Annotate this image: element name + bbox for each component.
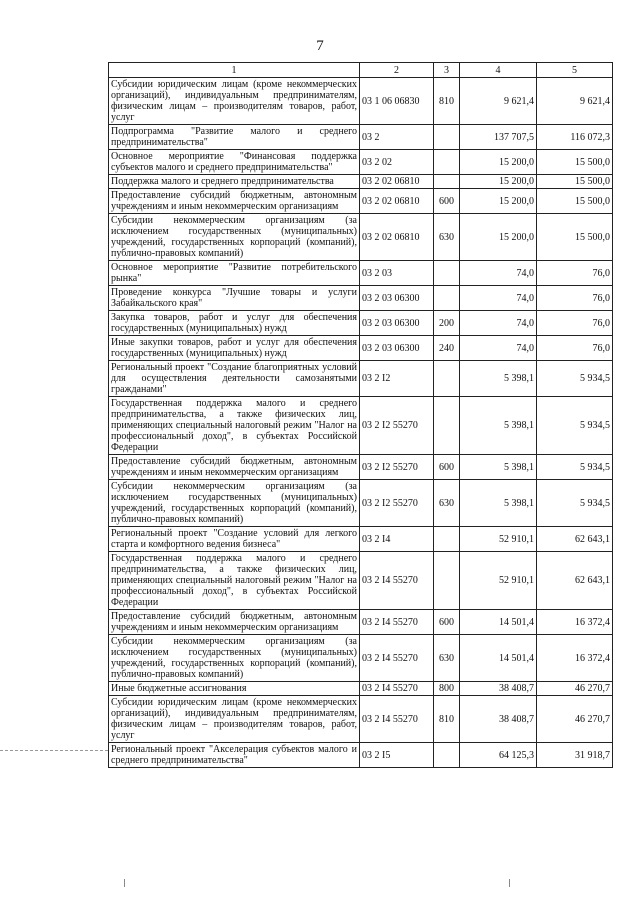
row-name: Предоставление субсидий бюджетным, автономным учреждениям и иным некоммерческим организациям xyxy=(109,610,360,635)
row-amount-2: 15 500,0 xyxy=(537,189,613,214)
row-amount-1: 5 398,1 xyxy=(460,480,537,527)
row-code: 03 2 I4 55270 xyxy=(360,552,434,610)
row-code: 03 2 I2 55270 xyxy=(360,480,434,527)
table-row xyxy=(109,455,613,480)
scan-artifact-mark xyxy=(124,879,125,887)
table-row xyxy=(109,189,613,214)
row-code: 03 2 02 06810 xyxy=(360,189,434,214)
scan-artifact-line xyxy=(0,750,108,751)
row-name: Государственная поддержка малого и среднего предпринимательства, а также физических лиц, применяющих специальный налоговый режим "Налог на профессиональный доход", в субъектах Российской Федерации xyxy=(109,397,360,455)
row-name: Основное мероприятие "Финансовая поддержка субъектов малого и среднего предпринимательства" xyxy=(109,150,360,175)
row-expense-type xyxy=(434,175,460,189)
row-amount-2: 16 372,4 xyxy=(537,610,613,635)
row-amount-1: 5 398,1 xyxy=(460,455,537,480)
row-amount-2: 5 934,5 xyxy=(537,397,613,455)
row-code: 03 2 I5 xyxy=(360,743,434,768)
row-amount-2: 31 918,7 xyxy=(537,743,613,768)
table-row xyxy=(109,361,613,397)
row-expense-type: 600 xyxy=(434,189,460,214)
row-expense-type: 630 xyxy=(434,480,460,527)
table-row xyxy=(109,286,613,311)
row-expense-type xyxy=(434,261,460,286)
row-name: Субсидии некоммерческим организациям (за исключением государственных (муниципальных) учреждений, государственных корпораций (компаний), публично-правовых компаний) xyxy=(109,480,360,527)
row-name: Иные закупки товаров, работ и услуг для обеспечения государственных (муниципальных) нужд xyxy=(109,336,360,361)
row-code: 03 1 06 06830 xyxy=(360,78,434,125)
table-row xyxy=(109,261,613,286)
row-code: 03 2 03 06300 xyxy=(360,286,434,311)
scan-artifact-mark xyxy=(509,879,510,887)
table-row xyxy=(109,78,613,125)
table-row xyxy=(109,743,613,768)
row-amount-1: 64 125,3 xyxy=(460,743,537,768)
row-amount-2: 9 621,4 xyxy=(537,78,613,125)
row-name: Основное мероприятие "Развитие потребительского рынка" xyxy=(109,261,360,286)
budget-table xyxy=(108,62,613,768)
row-name: Региональный проект "Создание условий для легкого старта и комфортного ведения бизнеса" xyxy=(109,527,360,552)
row-expense-type: 200 xyxy=(434,311,460,336)
row-name: Региональный проект "Акселерация субъектов малого и среднего предпринимательства" xyxy=(109,743,360,768)
row-amount-2: 5 934,5 xyxy=(537,480,613,527)
row-name: Предоставление субсидий бюджетным, автономным учреждениям и иным некоммерческим организациям xyxy=(109,189,360,214)
table-row xyxy=(109,635,613,682)
row-amount-1: 74,0 xyxy=(460,311,537,336)
row-expense-type: 600 xyxy=(434,455,460,480)
row-expense-type: 240 xyxy=(434,336,460,361)
row-name: Региональный проект "Создание благоприятных условий для осуществления деятельности самозанятыми гражданами" xyxy=(109,361,360,397)
row-amount-1: 137 707,5 xyxy=(460,125,537,150)
row-expense-type xyxy=(434,527,460,552)
row-name: Подпрограмма "Развитие малого и среднего предпринимательства" xyxy=(109,125,360,150)
row-amount-2: 76,0 xyxy=(537,286,613,311)
row-amount-1: 9 621,4 xyxy=(460,78,537,125)
row-code: 03 2 I4 xyxy=(360,527,434,552)
table-row xyxy=(109,175,613,189)
row-amount-2: 15 500,0 xyxy=(537,150,613,175)
row-amount-1: 15 200,0 xyxy=(460,175,537,189)
row-expense-type: 810 xyxy=(434,78,460,125)
row-code: 03 2 I4 55270 xyxy=(360,696,434,743)
row-name: Субсидии юридическим лицам (кроме некоммерческих организаций), индивидуальным предпринимателям, физическим лицам – производителям товаров, работ, услуг xyxy=(109,696,360,743)
row-name: Предоставление субсидий бюджетным, автономным учреждениям и иным некоммерческим организациям xyxy=(109,455,360,480)
row-amount-2: 116 072,3 xyxy=(537,125,613,150)
row-name: Государственная поддержка малого и среднего предпринимательства, а также физических лиц, применяющих специальный налоговый режим "Налог на профессиональный доход", в субъектах Российской Федерации xyxy=(109,552,360,610)
row-amount-1: 5 398,1 xyxy=(460,397,537,455)
row-name: Субсидии некоммерческим организациям (за исключением государственных (муниципальных) учреждений, государственных корпораций (компаний), публично-правовых компаний) xyxy=(109,214,360,261)
table-row xyxy=(109,610,613,635)
row-amount-1: 15 200,0 xyxy=(460,189,537,214)
row-amount-2: 76,0 xyxy=(537,311,613,336)
table-row xyxy=(109,696,613,743)
row-amount-1: 15 200,0 xyxy=(460,150,537,175)
row-amount-1: 5 398,1 xyxy=(460,361,537,397)
row-amount-1: 52 910,1 xyxy=(460,552,537,610)
row-expense-type xyxy=(434,397,460,455)
row-amount-1: 74,0 xyxy=(460,261,537,286)
row-name: Проведение конкурса "Лучшие товары и услуги Забайкальского края" xyxy=(109,286,360,311)
table-row xyxy=(109,311,613,336)
row-amount-2: 46 270,7 xyxy=(537,682,613,696)
row-amount-1: 74,0 xyxy=(460,286,537,311)
table-row xyxy=(109,125,613,150)
row-amount-2: 62 643,1 xyxy=(537,552,613,610)
row-name: Субсидии юридическим лицам (кроме некоммерческих организаций), индивидуальным предпринимателям, физическим лицам – производителям товаров, работ, услуг xyxy=(109,78,360,125)
header-col-5: 5 xyxy=(537,63,613,78)
header-col-1: 1 xyxy=(109,63,360,78)
row-amount-1: 38 408,7 xyxy=(460,682,537,696)
row-amount-1: 14 501,4 xyxy=(460,610,537,635)
row-amount-2: 62 643,1 xyxy=(537,527,613,552)
row-expense-type xyxy=(434,125,460,150)
row-expense-type xyxy=(434,286,460,311)
table-row xyxy=(109,480,613,527)
header-col-3: 3 xyxy=(434,63,460,78)
table-row xyxy=(109,682,613,696)
row-amount-1: 15 200,0 xyxy=(460,214,537,261)
row-expense-type xyxy=(434,150,460,175)
row-code: 03 2 I2 55270 xyxy=(360,455,434,480)
table-header-row xyxy=(109,63,613,78)
table-row xyxy=(109,214,613,261)
row-amount-2: 5 934,5 xyxy=(537,455,613,480)
row-amount-1: 14 501,4 xyxy=(460,635,537,682)
row-amount-2: 15 500,0 xyxy=(537,214,613,261)
row-code: 03 2 03 xyxy=(360,261,434,286)
row-expense-type xyxy=(434,743,460,768)
row-expense-type xyxy=(434,361,460,397)
row-code: 03 2 I2 55270 xyxy=(360,397,434,455)
table-row xyxy=(109,397,613,455)
row-code: 03 2 02 06810 xyxy=(360,175,434,189)
row-amount-2: 5 934,5 xyxy=(537,361,613,397)
row-expense-type: 630 xyxy=(434,214,460,261)
row-amount-2: 46 270,7 xyxy=(537,696,613,743)
table-row xyxy=(109,552,613,610)
row-expense-type: 800 xyxy=(434,682,460,696)
row-amount-1: 52 910,1 xyxy=(460,527,537,552)
row-code: 03 2 I2 xyxy=(360,361,434,397)
row-name: Субсидии некоммерческим организациям (за исключением государственных (муниципальных) учреждений, государственных корпораций (компаний), публично-правовых компаний) xyxy=(109,635,360,682)
row-code: 03 2 03 06300 xyxy=(360,336,434,361)
row-amount-2: 16 372,4 xyxy=(537,635,613,682)
row-expense-type: 630 xyxy=(434,635,460,682)
row-code: 03 2 I4 55270 xyxy=(360,610,434,635)
row-name: Иные бюджетные ассигнования xyxy=(109,682,360,696)
row-expense-type xyxy=(434,552,460,610)
row-amount-1: 38 408,7 xyxy=(460,696,537,743)
row-code: 03 2 03 06300 xyxy=(360,311,434,336)
row-name: Поддержка малого и среднего предпринимательства xyxy=(109,175,360,189)
header-col-2: 2 xyxy=(360,63,434,78)
row-code: 03 2 I4 55270 xyxy=(360,682,434,696)
table-row xyxy=(109,150,613,175)
row-amount-1: 74,0 xyxy=(460,336,537,361)
row-amount-2: 76,0 xyxy=(537,336,613,361)
row-amount-2: 76,0 xyxy=(537,261,613,286)
table-row xyxy=(109,527,613,552)
page-number: 7 xyxy=(316,38,324,54)
row-code: 03 2 I4 55270 xyxy=(360,635,434,682)
row-name: Закупка товаров, работ и услуг для обеспечения государственных (муниципальных) нужд xyxy=(109,311,360,336)
row-code: 03 2 xyxy=(360,125,434,150)
table-row xyxy=(109,336,613,361)
row-expense-type: 810 xyxy=(434,696,460,743)
row-code: 03 2 02 xyxy=(360,150,434,175)
row-code: 03 2 02 06810 xyxy=(360,214,434,261)
row-expense-type: 600 xyxy=(434,610,460,635)
row-amount-2: 15 500,0 xyxy=(537,175,613,189)
header-col-4: 4 xyxy=(460,63,537,78)
